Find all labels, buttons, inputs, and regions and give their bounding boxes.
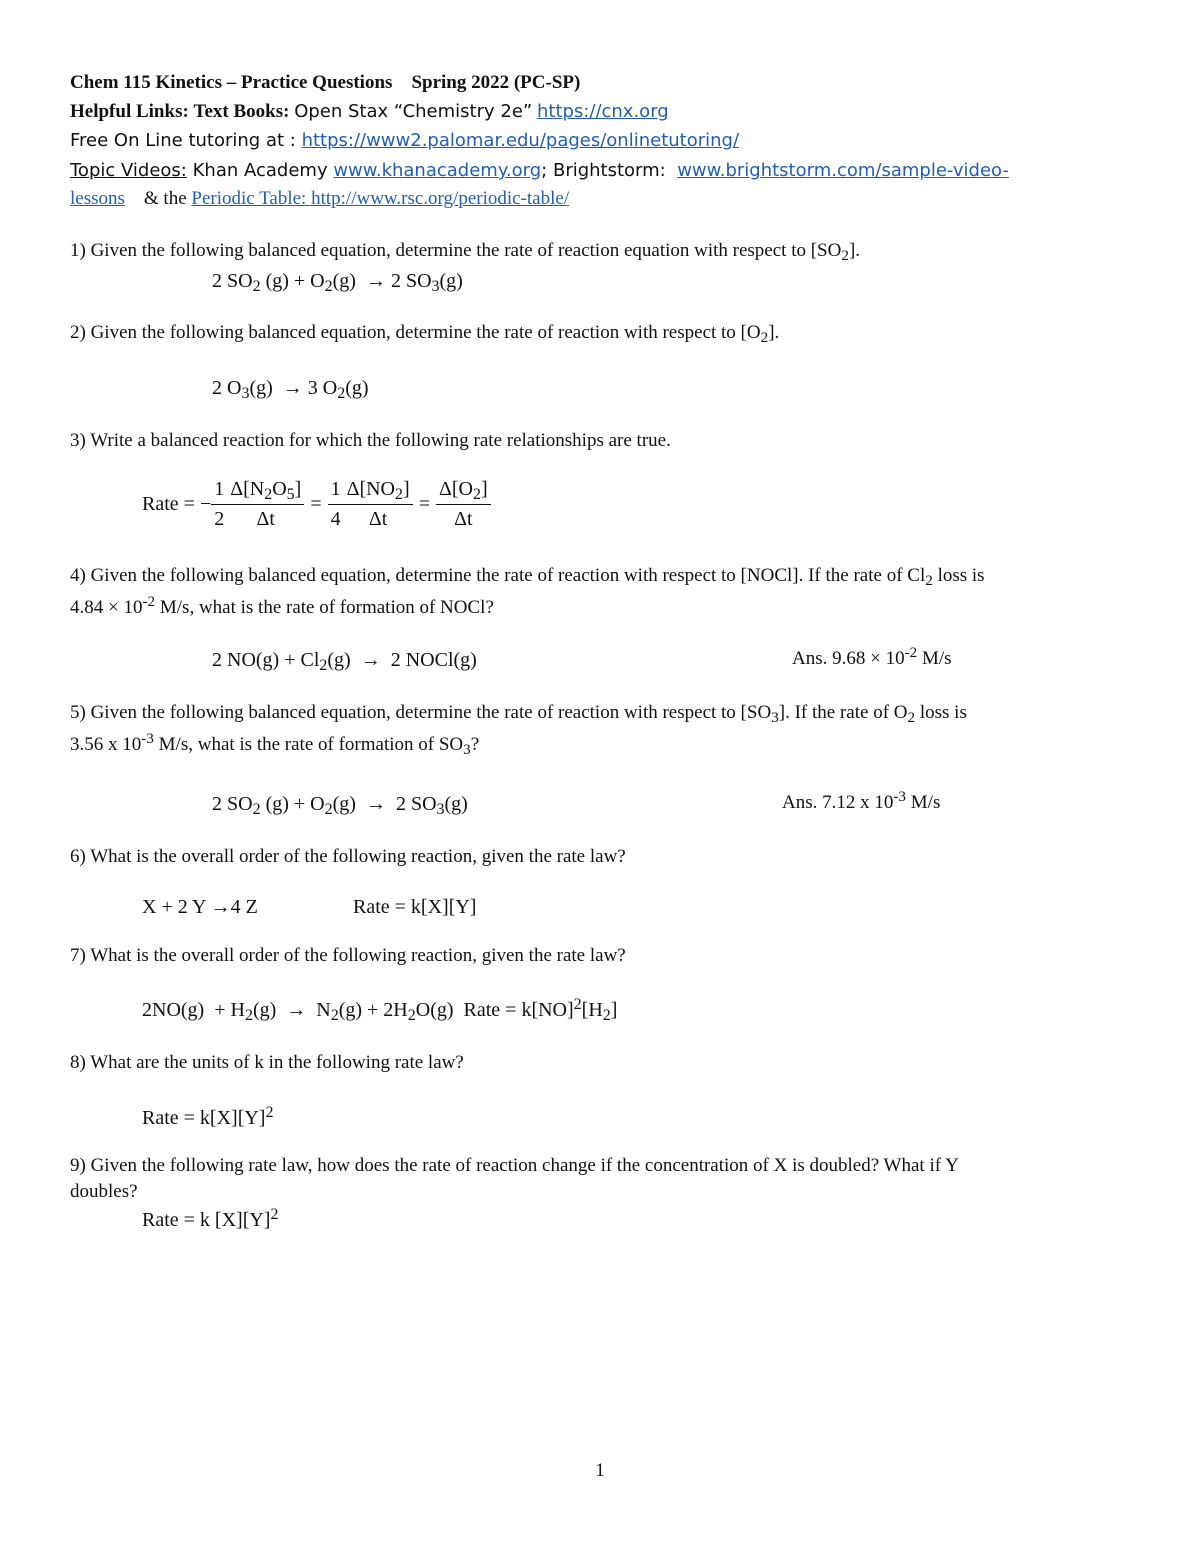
text-books-label: Text Books: (193, 101, 290, 122)
tutoring-link[interactable]: https://www2.palomar.edu/pages/onlinetutoring/ (301, 130, 740, 151)
question-8 (70, 1052, 464, 1075)
book-name: Open Stax “Chemistry 2e” (294, 101, 533, 122)
question-5-text-end: loss is (915, 702, 967, 723)
question-1-text-end: ]. (848, 240, 861, 261)
brightstorm-link-part1[interactable]: www.brightstorm.com/sample-video- (677, 160, 1009, 181)
periodic-table-link[interactable]: Periodic Table: http://www.rsc.org/periodic-table/ (191, 188, 570, 209)
subscript: 3 (771, 708, 779, 726)
superscript: -2 (904, 644, 918, 662)
question-7-text: 7) What is the overall order of the following reaction, given the rate law? (70, 945, 626, 966)
question-5-value: 3.56 x 10 (70, 734, 142, 755)
cnx-link[interactable]: https://cnx.org (536, 101, 669, 122)
question-5-line-2 (70, 730, 480, 758)
question-2 (70, 322, 779, 345)
equation-4: 2 $NO(g) + Cl_2(g) \to 2$ NOCl(g) (212, 649, 477, 674)
question-1 (70, 240, 860, 263)
subscript: 2 (907, 708, 916, 726)
question-6 (70, 846, 626, 869)
question-5 (70, 702, 967, 725)
brightstorm-label: Brightstorm: (552, 160, 666, 181)
question-2-text-end: ]. (768, 322, 780, 343)
answer-5-text: Ans. 7.12 x 10 (782, 792, 894, 813)
doc-title-line (70, 72, 580, 95)
subscript: 2 (760, 328, 769, 346)
tutoring-label: Free On Line tutoring at : (70, 130, 296, 151)
question-4 (70, 565, 985, 588)
answer-4 (792, 644, 952, 671)
question-5-text-mid: ]. If the rate of O (778, 702, 908, 723)
question-3 (70, 430, 671, 453)
superscript: -3 (141, 730, 154, 748)
question-4-text-end: loss is (932, 565, 985, 586)
answer-4-text: Ans. 9.68 × 10 (792, 648, 905, 669)
answer-4-unit: M/s (917, 648, 952, 669)
rate-law-6-text: Rate = k[X][Y] (353, 896, 477, 918)
khan-label: Khan Academy (192, 160, 328, 181)
subscript: 3 (463, 740, 471, 758)
question-4-value: 4.84 × 10 (70, 597, 143, 618)
rate-law-8: Rate = $k[X][Y]^2$ (142, 1103, 274, 1129)
equation-7: $2NO(g) + H_2(g) \to N_2(g) + 2H_2O(g)$ Rate = $k[NO]^2[H_2]$ (142, 995, 618, 1024)
brightstorm-link-part2[interactable]: lessons (70, 188, 125, 209)
subscript: 2 (925, 571, 933, 589)
khan-link[interactable]: www.khanacademy.org (333, 160, 542, 181)
reaction-6: X + 2 Y →4 Z (142, 896, 258, 918)
fraction-do2: $\frac{\Delta[O_2]}{\Delta t}$ (436, 478, 491, 531)
doc-title: Chem 115 Kinetics – Practice Questions (70, 72, 393, 93)
topic-videos-label: Topic Videos: (70, 160, 187, 181)
question-9 (70, 1155, 959, 1178)
doc-term: Spring 2022 (PC-SP) (411, 72, 581, 93)
question-7 (70, 945, 626, 968)
videos-line (70, 160, 1009, 182)
subscript: 2 (841, 246, 849, 264)
question-5-text-2: M/s, what is the rate of formation of SO (153, 734, 464, 755)
question-8-text: 8) What are the units of k in the following rate law? (70, 1052, 464, 1073)
and-the-text: & the (143, 188, 187, 209)
fraction-dno2: $\frac{\Delta[NO_2]}{\Delta t}$ (344, 478, 413, 531)
superscript: -3 (893, 788, 907, 806)
page-number: 1 (595, 1460, 605, 1481)
fraction-half: $\frac{1}{2}$ (211, 478, 227, 531)
rate-law-6 (353, 895, 476, 919)
rate-expression: Rate = − $\frac{1}{2}$ $\frac{\Delta[N_2O_5]}{\Delta t}$ = $\frac{1}{4}$ $\frac{\Delta[NO_2]}{\Delta t}$ = $\frac{\Delta[O_2]}{\Delta t}$ (142, 478, 491, 531)
question-5-text: 5) Given the following balanced equation, determine the rate of reaction with respect to [SO (70, 702, 772, 723)
equation-2: 2 $O_3(g) \to 3$ $O_2(g)$ (212, 377, 369, 402)
tutoring-line (70, 130, 739, 152)
question-9-text: 9) Given the following rate law, how does the rate of reaction change if the concentration of X is doubled? What if Y (70, 1155, 959, 1176)
helpful-links-label: Helpful Links: (70, 101, 189, 122)
question-2-text: 2) Given the following balanced equation, determine the rate of reaction with respect to [O (70, 322, 761, 343)
superscript: -2 (142, 593, 156, 611)
question-3-text: 3) Write a balanced reaction for which the following rate relationships are true. (70, 430, 671, 451)
fraction-dn2o5: $\frac{\Delta[N_2O_5]}{\Delta t}$ (227, 478, 304, 531)
rate-law-9: Rate = k $[X][Y]^2$ (142, 1205, 279, 1231)
question-4-line-2 (70, 593, 494, 620)
question-1-text: 1) Given the following balanced equation, determine the rate of reaction equation with respect to [SO (70, 240, 842, 261)
equation-5: 2 $SO_2$ $(g) + O_2(g) \to 2$ $SO_3(g)$ (212, 793, 468, 818)
question-9-text-2: doubles? (70, 1181, 138, 1202)
answer-5-unit: M/s (906, 792, 941, 813)
fraction-quarter: $\frac{1}{4}$ (328, 478, 344, 531)
question-6-text: 6) What is the overall order of the following reaction, given the rate law? (70, 846, 626, 867)
semicolon: ; (541, 160, 548, 181)
equation-6 (142, 895, 258, 919)
answer-5 (782, 788, 941, 815)
question-9-line-2 (70, 1181, 138, 1204)
question-4-text: 4) Given the following balanced equation, determine the rate of reaction with respect to [NOCl]. If the rate of Cl (70, 565, 926, 586)
question-mark: ? (470, 734, 480, 755)
helpful-links-line (70, 101, 669, 124)
question-4-text-2: M/s, what is the rate of formation of NOCl? (155, 597, 494, 618)
equation-1: 2 $SO_2$ $(g) + O_2(g) \to 2$ $SO_3(g)$ (212, 270, 463, 295)
videos-line-2 (70, 188, 569, 211)
